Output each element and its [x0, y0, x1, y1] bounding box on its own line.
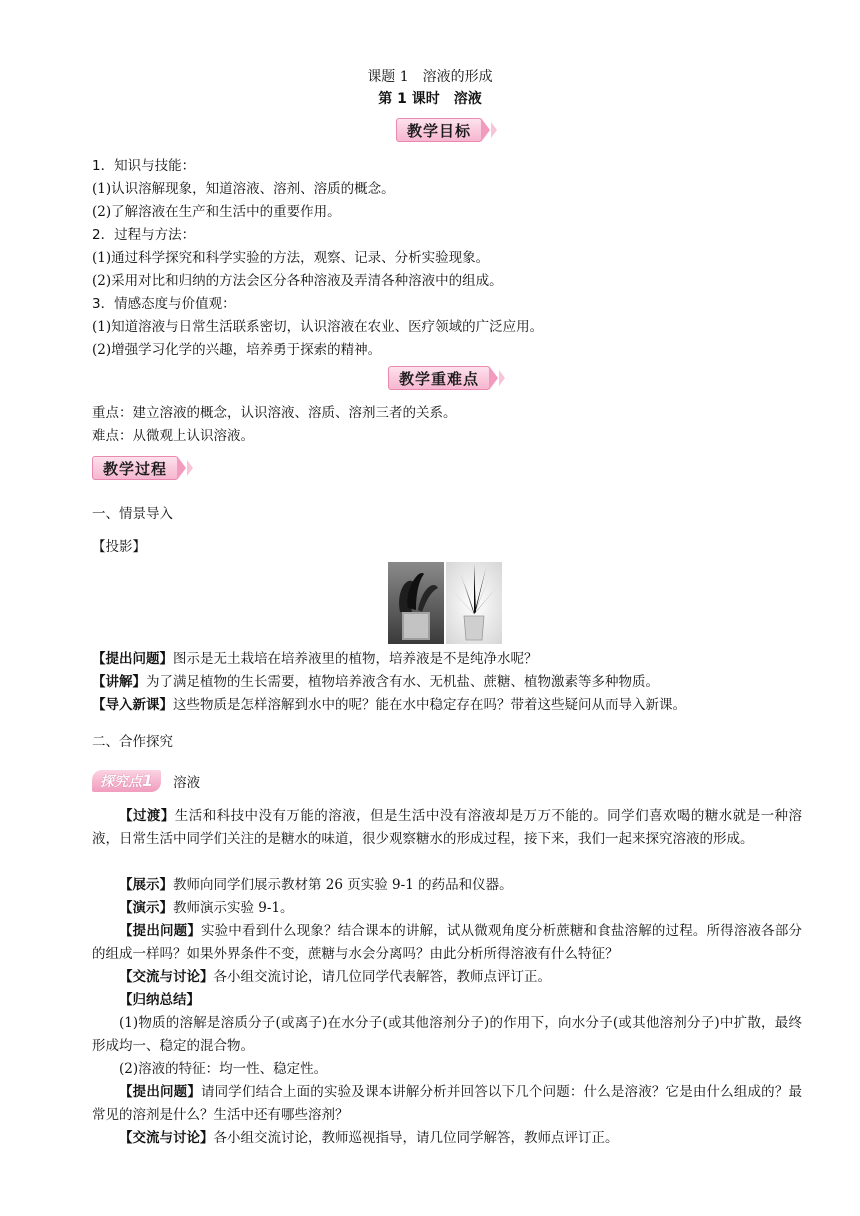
transition-paragraph: [92, 805, 802, 851]
demo-tag: 【演示】: [119, 900, 173, 916]
question2-text: 实验中看到什么现象？结合课本的讲解，试从微观角度分析蔗糖和食盐溶解的过程。所得溶液各部分的组成一样吗？如果外界条件不变，蔗糖与水会分离吗？由此分析所得溶液有什么特征？: [92, 923, 803, 962]
goals-badge-label: 教学目标: [396, 118, 482, 142]
goal-line: 2．过程与方法：: [92, 227, 196, 243]
inquiry-point-label: 探究点: [100, 774, 142, 790]
transition-tag: 【过渡】: [119, 808, 175, 824]
explain-text: 为了满足植物的生长需要，植物培养液含有水、无机盐、蔗糖、植物激素等多种物质。: [146, 674, 659, 690]
demo-text: 教师演示实验 9-1。: [173, 900, 294, 916]
transition-text: 生活和科技中没有万能的溶液，但是生活中没有溶液却是万万不能的。同学们喜欢喝的糖水就是一种溶液，日常生活中同学们关注的是糖水的味道，很少观察糖水的形成过程，接下来，我们一起来探究溶液的形成。: [92, 808, 803, 847]
show-tag: 【展示】: [119, 877, 173, 893]
explain-line: [92, 673, 659, 691]
question-text: 图示是无土栽培在培养液里的植物，培养液是不是纯净水呢？: [173, 651, 538, 667]
summary-item-1: (1)物质的溶解是溶质分子(或离子)在水分子(或其他溶剂分子)的作用下，向水分子(或其他溶剂分子)中扩散，最终形成均一、稳定的混合物。: [92, 1015, 802, 1054]
goal-line: (1)知道溶液与日常生活联系密切，认识溶液在农业、医疗领域的广泛应用。: [92, 319, 544, 335]
discussion1-text: 各小组交流讨论，请几位同学代表解答，教师点评订正。: [213, 969, 551, 985]
difficult-point: 难点：从微观上认识溶液。: [92, 428, 254, 444]
show-text: 教师向同学们展示教材第 26 页实验 9-1 的药品和仪器。: [173, 877, 513, 893]
discussion2-paragraph: [92, 1127, 802, 1150]
hydroponic-plants-photo: [388, 562, 502, 644]
goal-line: (2)采用对比和归纳的方法会区分各种溶液及弄清各种溶液中的组成。: [92, 273, 503, 289]
lesson-title: 课题 1 溶液的形成: [367, 69, 493, 85]
projection-tag: 【投影】: [92, 539, 146, 555]
inquiry-point-number: 1: [142, 771, 154, 790]
badge-arrow-icon: [489, 366, 498, 390]
process-badge-label: 教学过程: [92, 456, 178, 480]
badge-arrow-small-icon: [187, 460, 193, 476]
question3-text: 请同学们结合上面的实验及课本讲解分析并回答以下几个问题：什么是溶液？它是由什么组成的？最常见的溶剂是什么？生活中还有哪些溶剂？: [92, 1084, 803, 1123]
inquiry-point-badge: [92, 770, 200, 792]
question-line: [92, 650, 538, 668]
question3-paragraph: [92, 1081, 802, 1127]
intro-tag: 【导入新课】: [92, 697, 173, 713]
discussion2-tag: 【交流与讨论】: [119, 1130, 214, 1146]
part-heading: 一、情景导入: [92, 506, 173, 522]
inquiry-point-pill: [92, 770, 161, 792]
discussion2-text: 各小组交流讨论，教师巡视指导，请几位同学解答，教师点评订正。: [213, 1130, 619, 1146]
goal-line: (2)了解溶液在生产和生活中的重要作用。: [92, 204, 341, 220]
goal-line: (1)通过科学探究和科学实验的方法，观察、记录、分析实验现象。: [92, 250, 490, 266]
intro-text: 这些物质是怎样溶解到水中的呢？能在水中稳定存在吗？带着这些疑问从而导入新课。: [173, 697, 686, 713]
process-badge: [92, 456, 193, 480]
discussion1-tag: 【交流与讨论】: [119, 969, 214, 985]
summary-item-2: (2)溶液的特征：均一性、稳定性。: [119, 1061, 328, 1077]
explain-tag: 【讲解】: [92, 674, 146, 690]
key-point: 重点：建立溶液的概念，认识溶液、溶质、溶剂三者的关系。: [92, 405, 457, 421]
demo-paragraph: [92, 897, 802, 920]
question-tag: 【提出问题】: [92, 651, 173, 667]
goals-badge: [396, 118, 497, 142]
badge-arrow-icon: [481, 118, 490, 142]
period-title: 第 1 课时 溶液: [378, 91, 482, 107]
question2-paragraph: [92, 920, 802, 966]
goal-line: (1)认识溶解现象，知道溶液、溶剂、溶质的概念。: [92, 181, 395, 197]
summary-tag: 【归纳总结】: [119, 992, 200, 1008]
question3-tag: 【提出问题】: [119, 1084, 201, 1100]
goal-line: 3．情感态度与价值观：: [92, 296, 236, 312]
key-points-badge-label: 教学重难点: [388, 366, 490, 390]
badge-arrow-small-icon: [491, 122, 497, 138]
badge-arrow-small-icon: [499, 370, 505, 386]
show-paragraph: [92, 874, 802, 897]
badge-arrow-icon: [177, 456, 186, 480]
inquiry-point-title: 溶液: [173, 775, 201, 791]
intro-line: [92, 696, 686, 714]
goal-line: (2)增强学习化学的兴趣，培养勇于探索的精神。: [92, 342, 382, 358]
part-heading: 二、合作探究: [92, 734, 173, 750]
discussion1-paragraph: [92, 966, 802, 989]
question2-tag: 【提出问题】: [119, 923, 201, 939]
goal-line: 1．知识与技能：: [92, 158, 196, 174]
summary-heading: [92, 989, 802, 1012]
key-points-badge: [388, 366, 505, 390]
